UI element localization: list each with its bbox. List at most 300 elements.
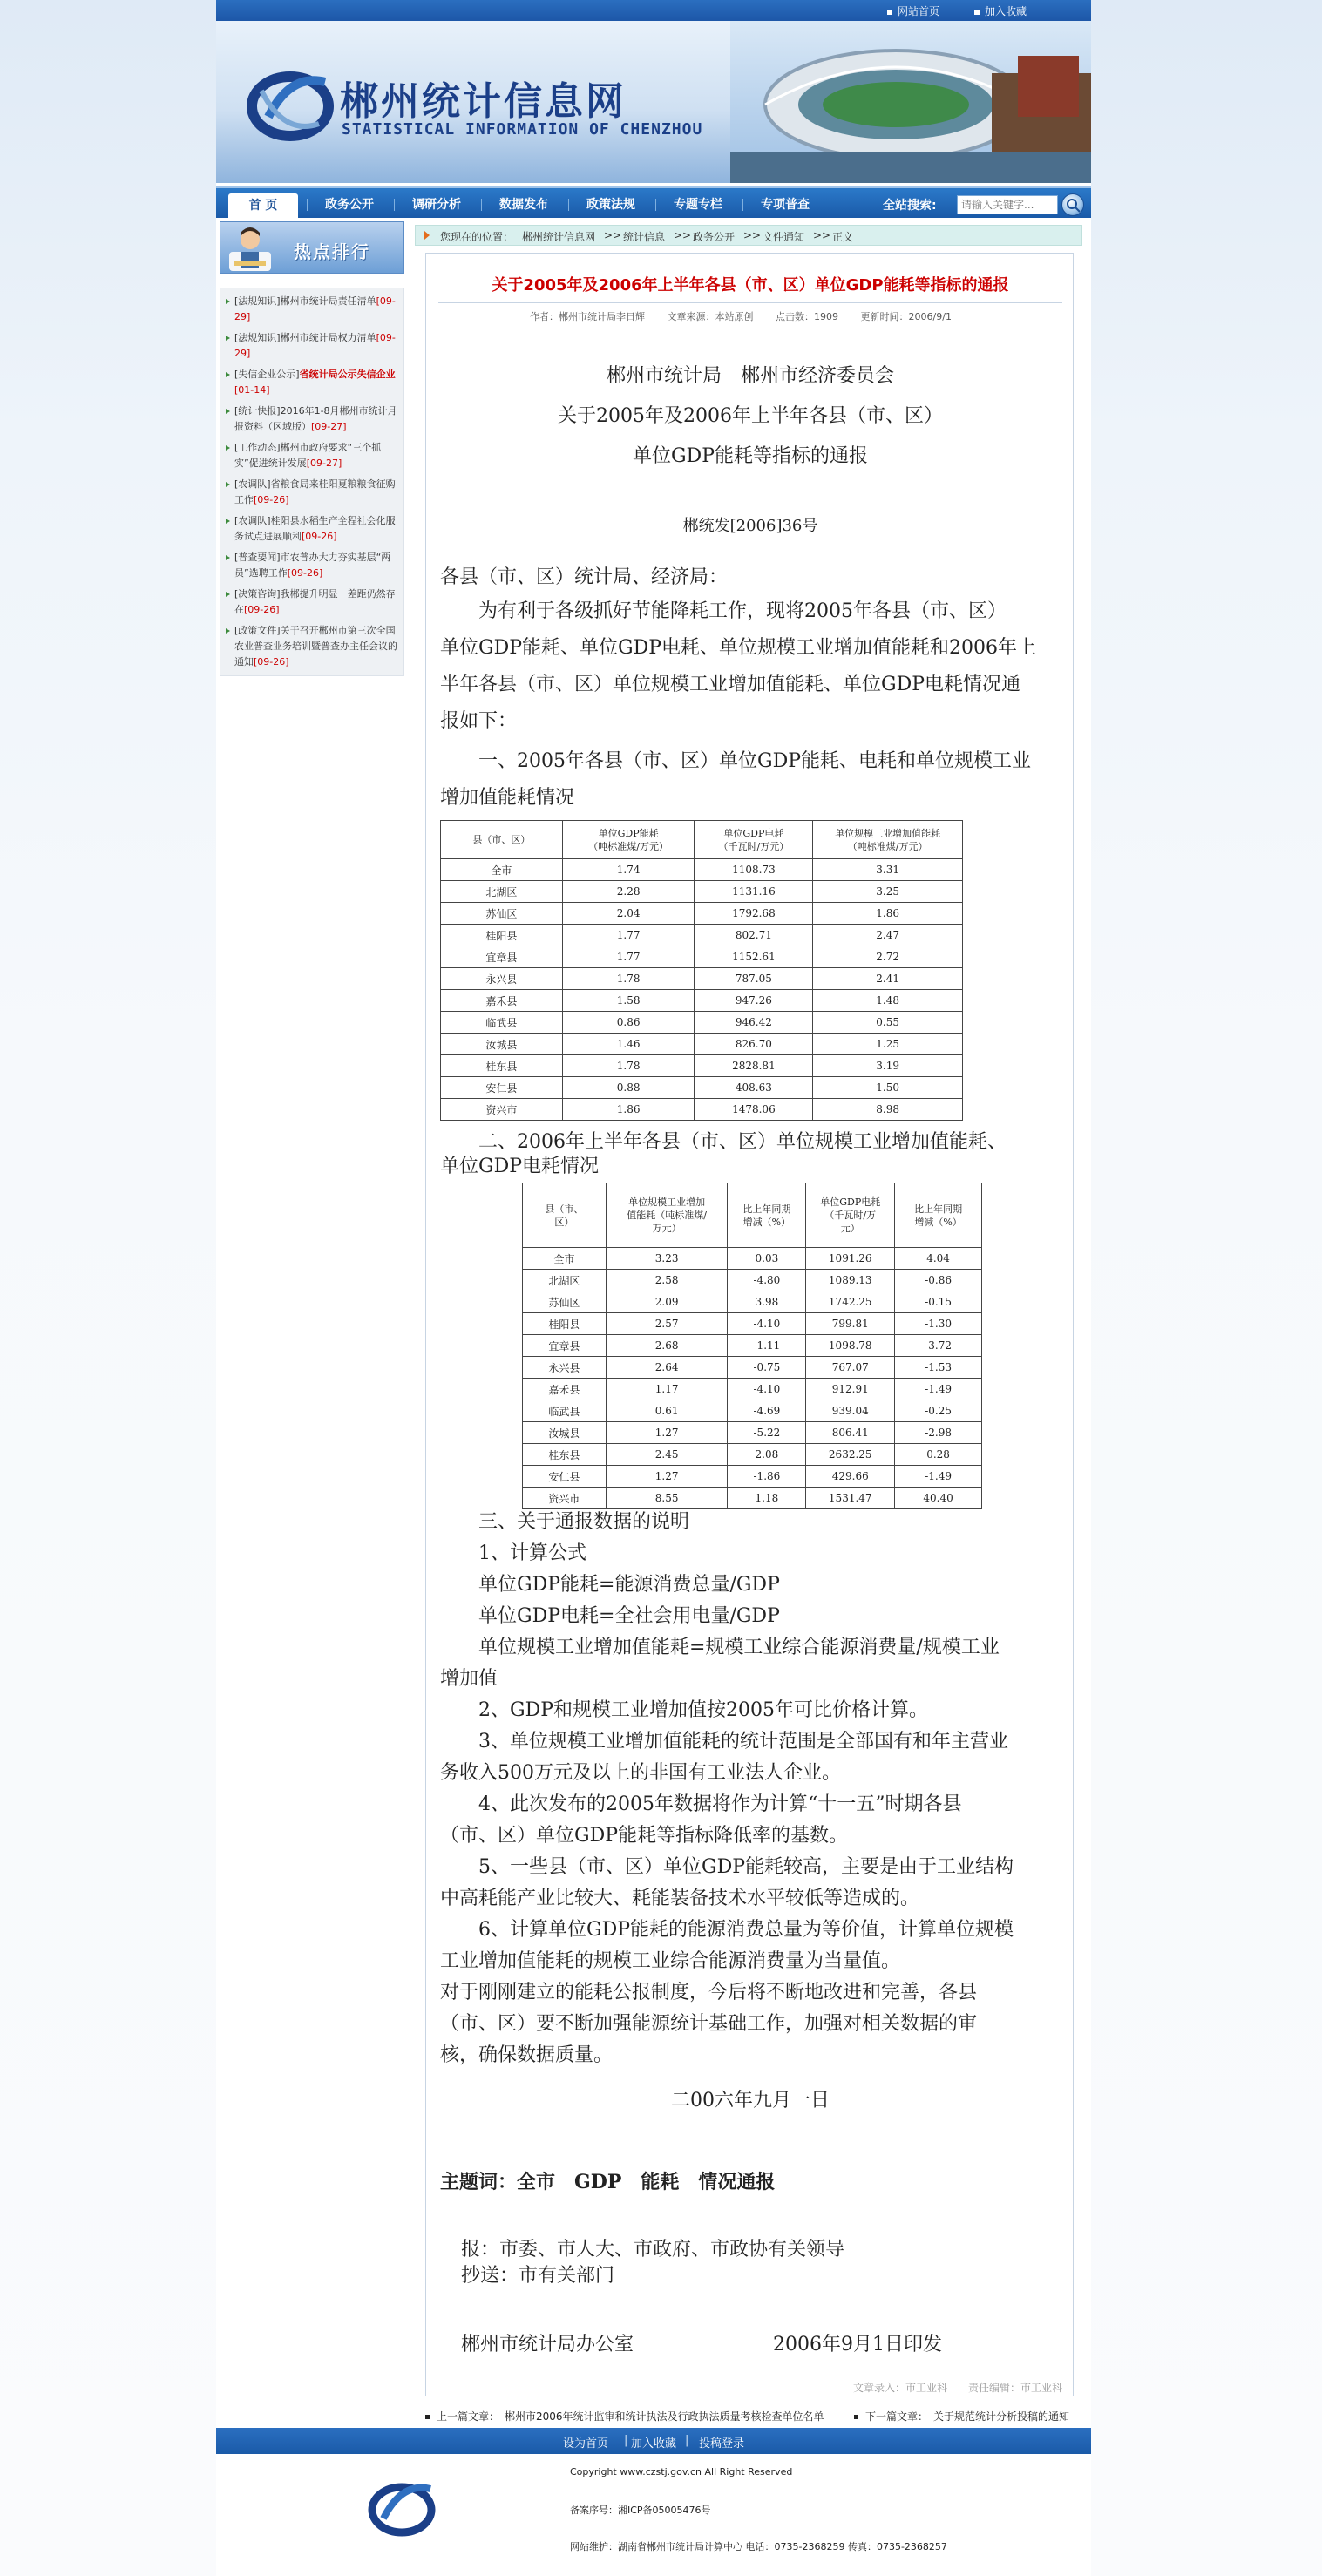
table-cell: 939.04 [806, 1400, 895, 1422]
table-row [441, 925, 963, 946]
item-category: [政策文件] [234, 625, 281, 636]
table-cell: 2.04 [562, 903, 695, 925]
table-cell: 3.19 [813, 1055, 963, 1077]
nav-special-topics[interactable]: 专题专栏 [674, 198, 722, 212]
table-cell: 桂阳县 [441, 925, 563, 946]
title-divider [438, 302, 1062, 303]
item-date: [09-26] [287, 567, 323, 579]
article-title: 关于2005年及2006年上半年各县（市、区）单位GDP能耗等指标的通报 [492, 276, 1009, 295]
table-row [441, 1055, 963, 1077]
table-row [523, 1270, 982, 1291]
table-cell: 0.55 [813, 1012, 963, 1034]
table-cell: -2.98 [895, 1422, 982, 1444]
reader-avatar-icon [227, 226, 273, 273]
text-line: 6、计算单位GDP能耗的能源消费总量为等价值，计算单位规模 [440, 1919, 1014, 1941]
search-label: 全站搜索: [883, 199, 937, 213]
table-cell: 2.72 [813, 946, 963, 968]
arrow-icon [424, 231, 430, 240]
breadcrumb-sep: >> [813, 229, 831, 241]
breadcrumb [415, 225, 1082, 246]
table-cell: 1742.25 [806, 1291, 895, 1313]
site-logo-icon [242, 56, 338, 152]
table-cell: -1.49 [895, 1379, 982, 1400]
table-cell: 全市 [441, 859, 563, 881]
section-1-heading [440, 743, 1068, 817]
footer-set-home[interactable]: 设为首页 [563, 2437, 609, 2451]
document-heading [426, 356, 1075, 477]
table-cell: 永兴县 [441, 968, 563, 990]
table-cell: 2.08 [728, 1444, 806, 1466]
table-row [523, 1444, 982, 1466]
table-cell: 1089.13 [806, 1270, 895, 1291]
prev-next-links [216, 2405, 1091, 2424]
item-date: [09-26] [254, 656, 289, 668]
breadcrumb-item-current: 正文 [832, 231, 854, 243]
table-row [523, 1466, 982, 1488]
text-line: 增加值能耗情况 [440, 787, 575, 809]
print-date: 2006年9月1日印发 [773, 2334, 942, 2356]
item-category: [法规知识] [234, 332, 281, 343]
footer-submit-login[interactable]: 投稿登录 [699, 2437, 745, 2451]
favorite-link[interactable]: 加入收藏 [974, 3, 1027, 18]
stadium-image [730, 21, 1091, 183]
text-line: 报如下： [440, 710, 518, 732]
table-cell: 1108.73 [695, 859, 813, 881]
table-cell: 1792.68 [695, 903, 813, 925]
table-cell: -1.11 [728, 1335, 806, 1357]
table-row [441, 881, 963, 903]
text-line: 单位GDP能耗=能源消费总量/GDP [440, 1574, 780, 1596]
nav-divider [742, 199, 743, 211]
article [425, 253, 1074, 2396]
item-category: [法规知识] [234, 295, 281, 307]
table-cell: 临武县 [441, 1012, 563, 1034]
footer-favorite[interactable]: 加入收藏 [631, 2437, 677, 2451]
table-cell: 1.17 [606, 1379, 728, 1400]
table-header-cell: 单位GDP能耗 （吨标准煤/万元） [562, 821, 695, 859]
text-line: 半年各县（市、区）单位规模工业增加值能耗、单位GDP电耗情况通 [440, 674, 1021, 695]
icp-number: 备案序号：湘ICP备05005476号 [570, 2505, 711, 2516]
table-cell: 2632.25 [806, 1444, 895, 1466]
item-title: 2016年1-8月郴州市统计月报资料（区域版） [234, 405, 397, 432]
intro-paragraph [440, 593, 1068, 740]
table-header-cell: 县（市、区） [441, 821, 563, 859]
text-line: 一、2005年各县（市、区）单位GDP能耗、电耗和单位规模工业 [440, 750, 1032, 772]
breadcrumb-item-gov[interactable]: 政务公开 [693, 231, 736, 243]
table-cell: -0.25 [895, 1400, 982, 1422]
table-cell: 1.46 [562, 1034, 695, 1055]
breadcrumb-item-stats[interactable]: 统计信息 [623, 231, 666, 243]
meta-hits: 点击数：1909 [776, 311, 839, 322]
text-line: 报：市委、市人大、市政府、市政协有关领导 [461, 2239, 845, 2261]
maintainer-info: 网站维护：湖南省郴州市统计局计算中心 电话：0735-2368259 传真：0735-2368257 [570, 2541, 947, 2552]
table-cell: 永兴县 [523, 1357, 607, 1379]
table-cell: 408.63 [695, 1077, 813, 1099]
table-row [441, 1077, 963, 1099]
table-cell: 4.04 [895, 1248, 982, 1270]
sidebar-title: 热点排行 [294, 241, 370, 262]
nav-policy[interactable]: 政策法规 [586, 198, 635, 212]
meta-updated: 更新时间：2006/9/1 [860, 311, 952, 322]
breadcrumb-item-home[interactable]: 郴州统计信息网 [522, 231, 596, 243]
table-header-cell: 比上年同期 增减（%） [728, 1183, 806, 1248]
table-cell: 802.71 [695, 925, 813, 946]
table-cell: 桂东县 [441, 1055, 563, 1077]
item-category: [决策咨询] [234, 588, 281, 600]
bullet-icon [226, 519, 230, 524]
bullet-icon [226, 592, 230, 597]
table-cell: -1.49 [895, 1466, 982, 1488]
table-header-cell: 单位规模工业增加值能耗 （吨标准煤/万元） [813, 821, 963, 859]
table-cell: 1131.16 [695, 881, 813, 903]
top-links-bar [216, 0, 1091, 21]
text-line: 为有利于各级抓好节能降耗工作，现将2005年各县（市、区） [440, 600, 1007, 622]
table-row [441, 903, 963, 925]
bullet-icon [226, 372, 230, 377]
issuing-office: 郴州市统计局办公室 [461, 2334, 634, 2356]
table-cell: -1.86 [728, 1466, 806, 1488]
table-cell: 2.41 [813, 968, 963, 990]
table-cell: 资兴市 [441, 1099, 563, 1121]
nav-divider [394, 199, 395, 211]
table-row [441, 1012, 963, 1034]
text-line: （市、区）要不断加强能源统计基础工作，加强对相关数据的审 [440, 2013, 978, 2035]
table-cell: 767.07 [806, 1357, 895, 1379]
item-date: [09-26] [254, 494, 289, 505]
table-cell: 北湖区 [523, 1270, 607, 1291]
hot-list-item[interactable] [226, 367, 400, 398]
table-cell: 3.31 [813, 859, 963, 881]
article-meta [426, 309, 1075, 323]
hot-list-item[interactable] [226, 623, 400, 670]
table-cell: 2.47 [813, 925, 963, 946]
bullet-icon [226, 409, 230, 414]
table-cell: 429.66 [806, 1466, 895, 1488]
table-cell: 826.70 [695, 1034, 813, 1055]
breadcrumb-sep: >> [674, 229, 692, 241]
table-cell: 汝城县 [441, 1034, 563, 1055]
table-cell: -4.10 [728, 1379, 806, 1400]
hot-list-item[interactable] [226, 477, 400, 508]
table-cell: 806.41 [806, 1422, 895, 1444]
text-line: 三、关于通报数据的说明 [440, 1511, 690, 1533]
table-cell: 北湖区 [441, 881, 563, 903]
table-cell: 1531.47 [806, 1488, 895, 1509]
table-cell: 0.88 [562, 1077, 695, 1099]
table-cell: 1.77 [562, 925, 695, 946]
bullet-icon [226, 445, 230, 451]
table-header-cell: 单位GDP电耗 （千瓦时/万元） [695, 821, 813, 859]
nav-government-affairs[interactable]: 政务公开 [325, 198, 374, 212]
table-cell: -4.10 [728, 1313, 806, 1335]
text-line: 务收入500万元及以上的非国有工业法人企业。 [440, 1762, 841, 1784]
table-cell: 3.98 [728, 1291, 806, 1313]
table-cell: 0.86 [562, 1012, 695, 1034]
table-cell: 2.57 [606, 1313, 728, 1335]
table-cell: 1.74 [562, 859, 695, 881]
search-input[interactable] [957, 195, 1058, 214]
hot-list-item[interactable] [226, 550, 400, 581]
table-cell: 1.58 [562, 990, 695, 1012]
bullet-icon [854, 2415, 858, 2419]
text-line: 单位GDP能耗、单位GDP电耗、单位规模工业增加值能耗和2006年上 [440, 637, 1037, 659]
table-cell: 临武县 [523, 1400, 607, 1422]
table-cell: 3.23 [606, 1248, 728, 1270]
nav-census[interactable]: 专项普查 [761, 198, 810, 212]
table-header-row [441, 821, 963, 859]
site-title: 郴州统计信息网 [340, 79, 627, 124]
table-cell: -0.75 [728, 1357, 806, 1379]
text-line: （市、区）单位GDP能耗等指标降低率的基数。 [440, 1825, 849, 1847]
hot-list-item[interactable] [226, 294, 400, 325]
sidebar [220, 221, 404, 692]
breadcrumb-item-notices[interactable]: 文件通知 [763, 231, 805, 243]
item-title: 我郴提升明显 差距仍然存在 [234, 588, 396, 615]
table-cell: 嘉禾县 [523, 1379, 607, 1400]
section-3-notes [440, 1507, 1068, 2071]
table-cell: 宜章县 [441, 946, 563, 968]
table-cell: 1.25 [813, 1034, 963, 1055]
meta-source: 文章来源：本站原创 [667, 311, 754, 322]
table-cell: -5.22 [728, 1422, 806, 1444]
table-row [523, 1379, 982, 1400]
item-title: 郴州市政府要求“三个抓实”促进统计发展 [234, 442, 382, 469]
heading-line: 关于2005年及2006年上半年各县（市、区） [558, 405, 943, 427]
table-cell: 宜章县 [523, 1335, 607, 1357]
table-row [523, 1400, 982, 1422]
item-date: [09-29] [234, 295, 396, 322]
table-2006-h1-energy [522, 1183, 982, 1509]
table-cell: 1098.78 [806, 1335, 895, 1357]
table-row [523, 1291, 982, 1313]
table-cell: 2.68 [606, 1335, 728, 1357]
breadcrumb-label: 您现在的位置： [440, 231, 514, 243]
hot-list-item[interactable] [226, 330, 400, 362]
item-category: [失信企业公示] [234, 369, 300, 380]
section-2-heading [440, 1130, 1068, 1179]
table-row [441, 946, 963, 968]
item-category: [农调队] [234, 478, 271, 490]
item-date: [09-26] [302, 531, 337, 542]
text-line: 工业增加值能耗的规模工业综合能源消费量为当量值。 [440, 1950, 901, 1972]
hot-ranking-list [220, 288, 404, 676]
document-number: 郴统发[2006]36号 [682, 517, 818, 535]
bullet-icon [226, 555, 230, 560]
search-icon [1062, 194, 1085, 217]
nav-divider [307, 199, 308, 211]
nav-divider [568, 199, 569, 211]
footer-logo-icon [363, 2468, 441, 2546]
heading-line: 单位GDP能耗等指标的通报 [632, 445, 869, 467]
table-row [441, 990, 963, 1012]
article-footer: 文章录入：市工业科 责任编辑：市工业科 [852, 2382, 1062, 2394]
table-cell: 安仁县 [523, 1466, 607, 1488]
table-cell: 1.78 [562, 968, 695, 990]
item-date: [09-26] [244, 604, 280, 615]
text-line: 2、GDP和规模工业增加值按2005年可比价格计算。 [440, 1699, 929, 1721]
main-nav [216, 186, 1091, 218]
text-line: 抄送：市有关部门 [461, 2265, 615, 2287]
breadcrumb-sep: >> [604, 229, 622, 241]
table-header-cell: 单位GDP电耗 （千瓦时/万 元） [806, 1183, 895, 1248]
table-cell: 1.48 [813, 990, 963, 1012]
table-cell: 799.81 [806, 1313, 895, 1335]
bullet-icon [226, 482, 230, 487]
set-home-link[interactable]: 网站首页 [887, 3, 939, 18]
meta-author: 作者：郴州市统计局李日辉 [530, 311, 646, 322]
table-cell: 946.42 [695, 1012, 813, 1034]
item-title: 省粮食局来桂阳夏粮粮食征购工作 [234, 478, 396, 505]
table-cell: 3.25 [813, 881, 963, 903]
hot-ranking-header [220, 221, 404, 274]
table-row [523, 1335, 982, 1357]
nav-divider [481, 199, 482, 211]
text-line: 单位GDP电耗情况 [440, 1156, 600, 1177]
hot-list-item[interactable] [226, 513, 400, 545]
nav-data-release[interactable]: 数据发布 [499, 198, 548, 212]
item-title: 关于召开郴州市第三次全国农业普查业务培训暨普查办主任会议的通知 [234, 625, 397, 668]
prev-article-link[interactable]: 上一篇文章： 郴州市2006年统计监审和统计执法及行政执法质量考核检查单位名单 [425, 2409, 824, 2423]
table-cell: 2.58 [606, 1270, 728, 1291]
table-cell: 1091.26 [806, 1248, 895, 1270]
text-line: 单位GDP电耗=全社会用电量/GDP [440, 1605, 780, 1627]
item-date: [01-14] [234, 384, 270, 396]
text-line: 3、单位规模工业增加值能耗的统计范围是全部国有和年主营业 [440, 1731, 1008, 1752]
item-title: 郴州市统计局权力清单 [280, 332, 376, 343]
table-cell: 2828.81 [695, 1055, 813, 1077]
next-article-link[interactable]: 下一篇文章： 关于规范统计分析投稿的通知 [854, 2409, 1069, 2423]
table-cell: -4.80 [728, 1270, 806, 1291]
table-header-cell: 比上年同期 增减（%） [895, 1183, 982, 1248]
salutation: 各县（市、区）统计局、经济局： [440, 566, 729, 588]
text-line: 4、此次发布的2005年数据将作为计算“十一五”时期各县 [440, 1793, 962, 1815]
item-category: [农调队] [234, 515, 271, 526]
table-row [523, 1357, 982, 1379]
header-banner [216, 21, 1091, 183]
table-cell: -0.15 [895, 1291, 982, 1313]
table-header-row [523, 1183, 982, 1248]
item-title: 省统计局公示失信企业 [299, 369, 396, 380]
table-cell: 947.26 [695, 990, 813, 1012]
table-cell: 2.64 [606, 1357, 728, 1379]
table-row [441, 859, 963, 881]
table-cell: 8.98 [813, 1099, 963, 1121]
nav-divider [655, 199, 656, 211]
item-title: 市农普办大力夯实基层“两员”选聘工作 [234, 552, 391, 579]
copyright: Copyright www.czstj.gov.cn All Right Reserved [570, 2466, 793, 2478]
table-row [441, 1034, 963, 1055]
table-cell: 1.50 [813, 1077, 963, 1099]
item-date: [09-27] [306, 458, 342, 469]
table-cell: 安仁县 [441, 1077, 563, 1099]
item-date: [09-29] [234, 332, 396, 359]
item-category: [普查要闻] [234, 552, 281, 563]
table-cell: 40.40 [895, 1488, 982, 1509]
table-cell: 1.77 [562, 946, 695, 968]
table-row [441, 1099, 963, 1121]
table-cell: 1.86 [562, 1099, 695, 1121]
item-category: [工作动态] [234, 442, 281, 453]
table-cell: 787.05 [695, 968, 813, 990]
table-cell: 1.27 [606, 1466, 728, 1488]
text-line: 单位规模工业增加值能耗=规模工业综合能源消费量/规模工业 [440, 1637, 1000, 1658]
item-title: 桂阳县水稻生产全程社会化服务试点进展顺利 [234, 515, 396, 542]
text-line: 1、计算公式 [440, 1542, 586, 1564]
nav-research[interactable]: 调研分析 [412, 198, 461, 212]
table-cell: 桂阳县 [523, 1313, 607, 1335]
table-cell: 2.45 [606, 1444, 728, 1466]
item-date: [09-27] [311, 421, 347, 432]
hot-list-item[interactable] [226, 440, 400, 471]
table-header-cell: 单位规模工业增加 值能耗（吨标准煤/ 万元） [606, 1183, 728, 1248]
table-header-cell: 县（市、 区） [523, 1183, 607, 1248]
subject-words: 主题词：全市 GDP 能耗 情况通报 [440, 2171, 776, 2193]
item-title: 郴州市统计局责任清单 [280, 295, 376, 307]
table-cell: 1152.61 [695, 946, 813, 968]
bullet-icon [425, 2415, 430, 2419]
issue-date: 二00六年九月一日 [671, 2090, 830, 2112]
table-cell: 0.61 [606, 1400, 728, 1422]
footer-bar [216, 2428, 1091, 2454]
table-cell: 嘉禾县 [441, 990, 563, 1012]
bullet-icon [226, 299, 230, 304]
text-line: 中高耗能产业比较大、耗能装备技术水平较低等造成的。 [440, 1888, 920, 1909]
nav-home[interactable]: 首 页 [228, 193, 298, 220]
table-cell: 1.27 [606, 1422, 728, 1444]
table-cell: 苏仙区 [441, 903, 563, 925]
table-cell: 全市 [523, 1248, 607, 1270]
table-cell: 912.91 [806, 1379, 895, 1400]
footer-sep: | [685, 2434, 689, 2447]
table-cell: 2.28 [562, 881, 695, 903]
table-cell: -1.30 [895, 1313, 982, 1335]
table-cell: 桂东县 [523, 1444, 607, 1466]
text-line: 核，确保数据质量。 [440, 2044, 614, 2066]
table-cell: 1.78 [562, 1055, 695, 1077]
page [216, 0, 1091, 2576]
table-cell: -4.69 [728, 1400, 806, 1422]
hot-list-item[interactable] [226, 586, 400, 618]
text-line: 对于刚刚建立的能耗公报制度，今后将不断地改进和完善，各县 [440, 1982, 978, 2003]
table-cell: 1.86 [813, 903, 963, 925]
search-button[interactable] [1061, 193, 1084, 216]
site-subtitle: STATISTICAL INFORMATION OF CHENZHOU [342, 120, 703, 139]
table-row [523, 1488, 982, 1509]
table-cell: 汝城县 [523, 1422, 607, 1444]
bullet-icon [226, 336, 230, 341]
table-cell: 0.28 [895, 1444, 982, 1466]
table-cell: 8.55 [606, 1488, 728, 1509]
cc-list [461, 2237, 1071, 2289]
item-category: [统计快报] [234, 405, 281, 417]
table-row [523, 1248, 982, 1270]
table-cell: -1.53 [895, 1357, 982, 1379]
table-2005-energy [440, 820, 963, 1121]
text-line: 二、2006年上半年各县（市、区）单位规模工业增加值能耗、 [440, 1131, 1007, 1153]
table-cell: 0.03 [728, 1248, 806, 1270]
table-cell: 资兴市 [523, 1488, 607, 1509]
table-cell: 1.18 [728, 1488, 806, 1509]
text-line: 增加值 [440, 1668, 498, 1690]
hot-list-item[interactable] [226, 403, 400, 435]
table-row [523, 1313, 982, 1335]
table-cell: 2.09 [606, 1291, 728, 1313]
footer-sep: | [624, 2434, 628, 2447]
table-row [523, 1422, 982, 1444]
table-cell: -0.86 [895, 1270, 982, 1291]
table-cell: 苏仙区 [523, 1291, 607, 1313]
table-row [441, 968, 963, 990]
